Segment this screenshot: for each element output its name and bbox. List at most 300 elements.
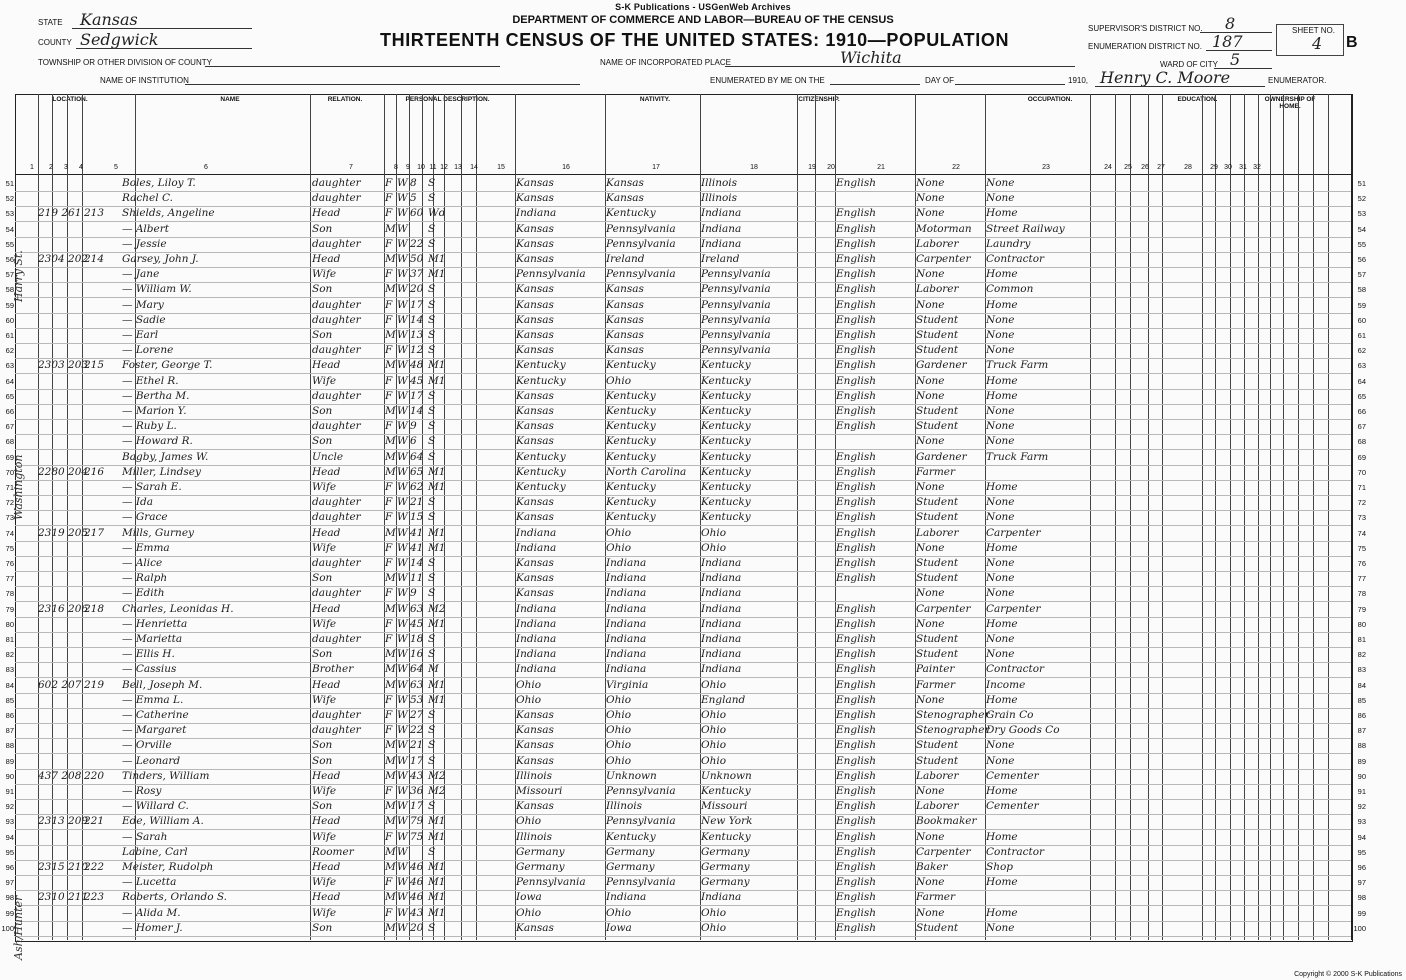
row-number: 68	[5, 437, 14, 447]
day-of-label: DAY OF	[925, 76, 955, 85]
column-number: 28	[1184, 164, 1192, 171]
marital-status: M1	[428, 891, 446, 904]
person-name: Tinders, William	[122, 769, 210, 782]
dwelling-number	[38, 662, 80, 677]
mother-birthplace: Indiana	[701, 207, 742, 220]
marital-status: S	[428, 420, 436, 433]
race: W	[397, 237, 408, 250]
relation: daughter	[312, 724, 361, 737]
race: W	[397, 329, 408, 341]
sex: M	[385, 526, 396, 539]
dwelling-number	[38, 708, 80, 723]
marital-status: M1	[428, 526, 446, 539]
section-name: NAME	[220, 96, 240, 103]
row-number: 82	[5, 650, 14, 660]
relation: Wife	[312, 693, 337, 706]
mother-birthplace: Indiana	[701, 663, 742, 676]
row-number: 55	[1357, 239, 1366, 249]
mother-birthplace: Kentucky	[701, 405, 751, 417]
age: 60	[410, 207, 424, 220]
row-number: 80	[5, 619, 14, 629]
row-number: 79	[1357, 604, 1366, 614]
father-birthplace: Ohio	[606, 906, 632, 919]
family-number	[84, 313, 114, 328]
language: English	[836, 405, 877, 417]
marital-status: M1	[428, 830, 446, 843]
father-birthplace: Kentucky	[606, 207, 656, 220]
father-birthplace: Pennsylvania	[606, 815, 676, 828]
margin-note-street-2: Washington	[12, 454, 25, 520]
race: W	[397, 313, 408, 326]
race: W	[397, 450, 408, 463]
dwelling-number	[38, 754, 80, 769]
language: English	[836, 769, 877, 782]
column-number: 27	[1157, 164, 1165, 171]
relation: Son	[312, 921, 333, 934]
occupation: None	[916, 617, 945, 630]
mother-birthplace: Kentucky	[701, 511, 751, 524]
relation: Wife	[312, 785, 337, 797]
mother-birthplace: Ohio	[701, 754, 727, 767]
age: 45	[410, 374, 424, 387]
industry: Cementer	[986, 769, 1039, 782]
mother-birthplace: Ireland	[701, 253, 740, 265]
birthplace: Kansas	[516, 435, 554, 448]
township-line	[205, 66, 500, 67]
row-number: 66	[5, 407, 14, 416]
family-number: 218	[84, 602, 105, 615]
birthplace: Kansas	[516, 420, 554, 433]
person-name: — Ida	[122, 496, 153, 509]
family-number	[84, 282, 114, 297]
column-number: 21	[877, 164, 885, 171]
birthplace: Kansas	[516, 389, 554, 402]
county-value: Sedgwick	[80, 30, 159, 49]
age: 43	[410, 769, 424, 782]
row-number: 65	[5, 391, 14, 401]
sex: M	[385, 222, 396, 235]
row-number: 62	[5, 346, 14, 356]
department-line: DEPARTMENT OF COMMERCE AND LABOR—BUREAU OF THE CENSUS	[512, 14, 894, 26]
language: English	[836, 785, 877, 797]
column-number: 24	[1104, 164, 1112, 171]
father-birthplace: Pennsylvania	[606, 268, 676, 281]
birthplace: Kansas	[516, 800, 554, 813]
dwelling-number: 2303 203	[38, 359, 89, 372]
relation: Son	[312, 754, 333, 767]
language: English	[836, 815, 877, 828]
row-number: 52	[1357, 194, 1366, 204]
row-number: 76	[1357, 559, 1366, 568]
row-number: 61	[5, 331, 14, 340]
dwelling-number	[38, 495, 80, 510]
industry: Contractor	[986, 663, 1045, 676]
mother-birthplace: Pennsylvania	[701, 329, 771, 341]
language: English	[836, 207, 877, 220]
family-number: 223	[84, 891, 105, 904]
person-name: — Marion Y.	[122, 405, 187, 417]
mother-birthplace: Indiana	[701, 633, 742, 645]
marital-status: S	[428, 511, 436, 524]
relation: Wife	[312, 481, 337, 493]
row-number: 84	[1357, 680, 1366, 690]
industry: Income	[986, 678, 1026, 691]
family-number	[84, 723, 114, 738]
occupation: Student	[916, 648, 959, 661]
race: W	[397, 876, 408, 889]
column-number: 23	[1042, 164, 1050, 171]
age: 12	[410, 344, 424, 357]
language: English	[836, 876, 877, 889]
row-number: 78	[1357, 589, 1366, 599]
mother-birthplace: England	[701, 693, 746, 706]
marital-status: S	[428, 709, 436, 721]
industry: None	[986, 921, 1015, 934]
birthplace: Pennsylvania	[516, 876, 586, 889]
father-birthplace: Ohio	[606, 724, 632, 737]
family-number	[84, 328, 114, 343]
language: English	[836, 298, 877, 311]
mother-birthplace: Unknown	[701, 769, 752, 782]
age: 22	[410, 237, 424, 250]
dwelling-number	[38, 419, 80, 434]
industry: None	[986, 587, 1015, 600]
age: 65	[410, 465, 424, 478]
mother-birthplace: Ohio	[701, 541, 727, 554]
marital-status: M1	[428, 374, 446, 387]
row-number: 56	[5, 255, 14, 264]
column-number: 14	[470, 164, 478, 171]
relation: Head	[312, 891, 341, 904]
birthplace: Kansas	[516, 511, 554, 524]
marital-status: S	[428, 192, 436, 205]
row-number: 100	[1, 923, 14, 933]
occupation: Student	[916, 572, 959, 585]
person-name: — Catherine	[122, 709, 189, 721]
language: English	[836, 511, 877, 524]
row-number: 72	[1357, 498, 1366, 508]
sex: M	[385, 845, 396, 858]
mother-birthplace: Pennsylvania	[701, 344, 771, 357]
marital-status: M1	[428, 253, 446, 265]
occupation: None	[916, 906, 945, 919]
section-citizenship: CITIZENSHIP.	[798, 96, 840, 103]
row-number: 80	[1357, 619, 1366, 629]
birthplace: Kentucky	[516, 481, 566, 493]
person-name: Bagby, James W.	[122, 450, 209, 463]
state-label: STATE	[38, 18, 63, 27]
marital-status: S	[428, 329, 436, 341]
sex: M	[385, 450, 396, 463]
margin-note-street: Harry St.	[12, 250, 25, 302]
person-name: — Alida M.	[122, 906, 181, 919]
sex: F	[385, 298, 393, 311]
dwelling-number	[38, 586, 80, 601]
father-birthplace: Indiana	[606, 572, 647, 585]
age: 37	[410, 268, 424, 281]
father-birthplace: Indiana	[606, 648, 647, 661]
marital-status: S	[428, 739, 436, 752]
person-name: — Henrietta	[122, 617, 188, 630]
sex: F	[385, 785, 393, 797]
marital-status: M1	[428, 359, 446, 372]
race: W	[397, 800, 408, 813]
sex: M	[385, 861, 396, 873]
sex: M	[385, 602, 396, 615]
family-number	[84, 556, 114, 571]
row-number: 63	[5, 361, 14, 371]
occupation: Motorman	[916, 222, 972, 235]
language: English	[836, 861, 877, 873]
birthplace: Missouri	[516, 785, 563, 797]
occupation: Bookmaker	[916, 815, 977, 828]
family-number	[84, 419, 114, 434]
family-number	[84, 647, 114, 662]
age: 20	[410, 283, 424, 296]
mother-birthplace: Kentucky	[701, 435, 751, 448]
row-number: 76	[5, 559, 14, 568]
column-number: 2	[49, 164, 53, 171]
birthplace: Iowa	[516, 891, 542, 904]
dwelling-number	[38, 647, 80, 662]
row-number: 54	[5, 224, 14, 234]
mother-birthplace: Kentucky	[701, 481, 751, 493]
marital-status: M1	[428, 861, 446, 873]
father-birthplace: Pennsylvania	[606, 237, 676, 250]
row-number: 92	[1357, 802, 1366, 812]
family-number	[84, 267, 114, 282]
birthplace: Indiana	[516, 526, 557, 539]
father-birthplace: Kentucky	[606, 511, 656, 524]
occupation: Student	[916, 405, 959, 417]
sex: F	[385, 237, 393, 250]
father-birthplace: Kansas	[606, 177, 644, 189]
column-number: 8	[394, 164, 398, 171]
marital-status: S	[428, 389, 436, 402]
relation: Wife	[312, 830, 337, 843]
family-number	[84, 343, 114, 358]
relation: daughter	[312, 313, 361, 326]
mother-birthplace: Illinois	[701, 177, 738, 189]
person-name: — Bertha M.	[122, 389, 190, 402]
language: English	[836, 359, 877, 372]
father-birthplace: Kentucky	[606, 420, 656, 433]
industry: Home	[986, 785, 1018, 797]
occupation: None	[916, 481, 945, 493]
column-number: 1	[30, 164, 34, 171]
industry: Home	[986, 481, 1018, 493]
marital-status: S	[428, 587, 436, 600]
sex: M	[385, 253, 396, 265]
row-number: 53	[1357, 209, 1366, 219]
marital-status: S	[428, 283, 436, 296]
family-number	[84, 510, 114, 525]
row-number: 90	[5, 771, 14, 781]
race: W	[397, 526, 408, 539]
mother-birthplace: Kentucky	[701, 450, 751, 463]
language	[836, 586, 914, 601]
row-number: 60	[1357, 315, 1366, 325]
father-birthplace: Pennsylvania	[606, 876, 676, 889]
county-line	[76, 48, 252, 49]
marital-status: S	[428, 800, 436, 813]
age: 21	[410, 739, 424, 752]
birthplace: Kansas	[516, 557, 554, 569]
sex: F	[385, 633, 393, 645]
race: W	[397, 405, 408, 417]
age: 8	[410, 177, 417, 189]
birthplace: Kansas	[516, 496, 554, 509]
person-name: — Jane	[122, 268, 160, 281]
marital-status: S	[428, 921, 436, 934]
section-ownership: OWNERSHIP OF HOME.	[1264, 96, 1316, 110]
family-number	[84, 237, 114, 252]
mother-birthplace: Ohio	[701, 906, 727, 919]
place-line	[725, 66, 1075, 67]
race: W	[397, 739, 408, 752]
father-birthplace: Kansas	[606, 344, 644, 357]
age: 16	[410, 648, 424, 661]
dwelling-number	[38, 480, 80, 495]
relation: daughter	[312, 298, 361, 311]
race: W	[397, 587, 408, 600]
row-number: 99	[5, 908, 14, 918]
column-number: 19	[808, 164, 816, 171]
relation: daughter	[312, 420, 361, 433]
language: English	[836, 526, 877, 539]
row-number: 99	[1357, 908, 1366, 918]
mother-birthplace: Kentucky	[701, 359, 751, 372]
language	[836, 434, 914, 449]
row-number: 97	[1357, 878, 1366, 888]
father-birthplace: Ohio	[606, 526, 632, 539]
marital-status: M1	[428, 465, 446, 478]
marital-status: S	[428, 557, 436, 569]
occupation: None	[916, 192, 945, 205]
marital-status: S	[428, 572, 436, 585]
person-name: — Lucetta	[122, 876, 177, 889]
occupation: Student	[916, 420, 959, 433]
birthplace: Indiana	[516, 207, 557, 220]
birthplace: Indiana	[516, 617, 557, 630]
sex: M	[385, 678, 396, 691]
age: 17	[410, 800, 424, 813]
father-birthplace: Indiana	[606, 663, 647, 676]
occupation: Painter	[916, 663, 955, 676]
person-name: Mills, Gurney	[122, 526, 194, 539]
row-number: 69	[5, 452, 14, 462]
person-name: — Earl	[122, 329, 159, 341]
family-number	[84, 374, 114, 389]
column-number: 22	[952, 164, 960, 171]
race: W	[397, 465, 408, 478]
sex: F	[385, 876, 393, 889]
industry: None	[986, 739, 1015, 752]
row-number: 84	[5, 680, 14, 690]
birthplace: Kansas	[516, 754, 554, 767]
mother-birthplace: Kentucky	[701, 830, 751, 843]
language: English	[836, 541, 877, 554]
family-number	[84, 404, 114, 419]
mother-birthplace: Kentucky	[701, 389, 751, 402]
language: English	[836, 374, 877, 387]
father-birthplace: Indiana	[606, 602, 647, 615]
industry: None	[986, 754, 1015, 767]
person-name: — Leonard	[122, 754, 181, 767]
mother-birthplace: Pennsylvania	[701, 268, 771, 281]
father-birthplace: Indiana	[606, 617, 647, 630]
row-number: 94	[5, 832, 14, 842]
father-birthplace: Ireland	[606, 253, 645, 265]
row-number: 58	[5, 285, 14, 295]
occupation: Laborer	[916, 769, 959, 782]
dwelling-number	[38, 450, 80, 465]
dwelling-number: 2315 210	[38, 861, 89, 873]
relation: Wife	[312, 268, 337, 281]
row-number: 65	[1357, 391, 1366, 401]
father-birthplace: Pennsylvania	[606, 222, 676, 235]
age: 14	[410, 557, 424, 569]
dwelling-number	[38, 632, 80, 647]
relation: daughter	[312, 237, 361, 250]
race: W	[397, 541, 408, 554]
age: 5	[410, 192, 417, 205]
industry: Truck Farm	[986, 450, 1049, 463]
race: W	[397, 268, 408, 281]
race: W	[397, 222, 408, 235]
occupation: Carpenter	[916, 602, 971, 615]
relation: Head	[312, 207, 341, 220]
row-number: 58	[1357, 285, 1366, 295]
occupation: Farmer	[916, 891, 956, 904]
margin-note-street-3: Ash/Hunter	[12, 895, 25, 960]
sex: M	[385, 800, 396, 813]
age: 45	[410, 617, 424, 630]
father-birthplace: Ohio	[606, 374, 632, 387]
mother-birthplace: Indiana	[701, 602, 742, 615]
enumerated-label: ENUMERATED BY ME ON THE	[710, 76, 825, 85]
race: W	[397, 496, 408, 509]
race: W	[397, 663, 408, 676]
sex: F	[385, 313, 393, 326]
mother-birthplace: Indiana	[701, 587, 742, 600]
family-number	[84, 693, 114, 708]
row-number: 85	[1357, 695, 1366, 705]
relation: Wife	[312, 876, 337, 889]
occupation: None	[916, 374, 945, 387]
row-number: 55	[5, 239, 14, 249]
sex: F	[385, 557, 393, 569]
age: 46	[410, 876, 424, 889]
occupation: None	[916, 830, 945, 843]
row-number: 83	[5, 665, 14, 675]
family-number	[84, 389, 114, 404]
industry: Grain Co	[986, 709, 1034, 721]
race: W	[397, 617, 408, 630]
language: English	[836, 845, 877, 858]
age: 36	[410, 785, 424, 797]
mother-birthplace: Ohio	[701, 921, 727, 934]
occupation: Student	[916, 511, 959, 524]
race: W	[397, 633, 408, 645]
person-name: — Rosy	[122, 785, 162, 797]
sex: F	[385, 724, 393, 737]
row-number: 95	[5, 847, 14, 857]
relation: daughter	[312, 389, 361, 402]
age: 15	[410, 511, 424, 524]
family-number	[84, 738, 114, 753]
row-number: 71	[5, 483, 14, 492]
